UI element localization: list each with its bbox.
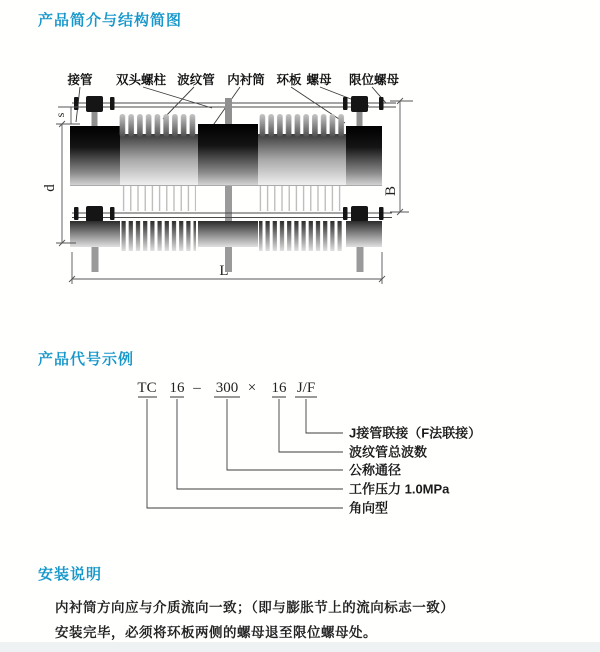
code-connector-lines [147, 399, 343, 508]
section-title-intro: 产品简介与结构简图 [38, 12, 183, 29]
code-seg-pressure: 16 [169, 380, 185, 396]
code-seg-times: × [247, 380, 257, 396]
bottom-strip [0, 642, 600, 652]
label-xianwei: 限位螺母 [348, 73, 400, 87]
label-huanban: 环板 [276, 73, 302, 87]
label-jieguan: 接管 [67, 73, 93, 87]
code-seg-model: TC [137, 380, 157, 396]
install-instructions [55, 595, 454, 645]
bellows-body-upper [70, 114, 382, 186]
code-example-diagram [0, 372, 600, 532]
callout-type: 角向型 [349, 500, 389, 516]
bellows-fins-right [259, 114, 345, 137]
dim-B [383, 98, 413, 215]
part-labels [66, 72, 399, 87]
callout-diameter: 公称通径 [349, 462, 402, 478]
section-title-install: 安装说明 [38, 566, 103, 583]
dim-label-L: L [219, 263, 229, 279]
callout-waves: 波纹管总波数 [349, 444, 428, 460]
dim-label-s: s [53, 112, 67, 118]
code-seg-diameter: 300 [215, 380, 239, 396]
callout-pressure: 工作压力 1.0MPa [349, 481, 450, 497]
label-neichentong: 内衬筒 [227, 73, 265, 87]
install-line-2: 安装完毕，必须将环板两侧的螺母退至限位螺母处。 [55, 625, 377, 640]
label-bowenguan: 波纹管 [177, 73, 215, 87]
install-line-1: 内衬筒方向应与介质流向一致；（即与膨胀节上的流向标志一致） [55, 600, 455, 615]
callout-connection: J接管联接（F法联接） [349, 425, 482, 441]
code-segments [137, 380, 315, 396]
dim-label-B: B [383, 185, 399, 197]
code-seg-dash: – [193, 380, 201, 396]
code-seg-waves: 16 [271, 380, 287, 396]
label-shuangtou: 双头螺柱 [115, 73, 167, 87]
dim-label-d: d [42, 184, 58, 192]
bellows-fins-left [119, 114, 197, 137]
section-title-code: 产品代号示例 [38, 351, 135, 368]
label-luomu: 螺母 [306, 73, 332, 87]
code-callouts [349, 426, 481, 516]
code-seg-conn: J/F [296, 380, 316, 396]
structure-diagram [0, 58, 480, 304]
